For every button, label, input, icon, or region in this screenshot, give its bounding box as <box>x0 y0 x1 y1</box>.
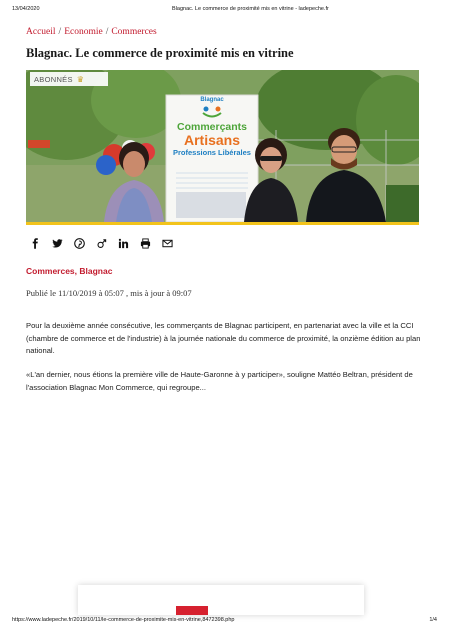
article-category[interactable]: Commerces, Blagnac <box>26 266 113 276</box>
print-title: Blagnac. Le commerce de proximité mis en vitrine - ladepeche.fr <box>172 6 329 12</box>
paywall-box <box>78 585 364 615</box>
article-paragraph: Pour la deuxième année consécutive, les commerçants de Blagnac participent, en partenariat avec la ville et la CCI (chambre de commerce et de l'industrie) à la journée nationale du commerce de proximité, la onzième édition au plan national. <box>26 321 421 355</box>
breadcrumb <box>26 27 157 37</box>
banner-line-2: Artisans <box>183 132 241 148</box>
print-page-number: 1/4 <box>429 617 437 623</box>
article-paragraph: «L'an dernier, nous étions la première ville de Haute-Garonne à y participer», souligne Mattéo Beltran, président de l'association Blagnac Mon Commerce, qui regroupe... <box>26 370 413 392</box>
print-icon[interactable] <box>140 238 151 249</box>
print-url: https://www.ladepeche.fr/2019/10/11/le-commerce-de-proximite-mis-en-vitrine,8472398.php <box>12 617 235 623</box>
breadcrumb-separator: / <box>105 27 109 37</box>
breadcrumb-home-link[interactable]: Accueil <box>26 27 56 37</box>
hero-photo[interactable] <box>26 70 419 222</box>
print-header <box>12 6 447 16</box>
share-bar <box>30 238 173 249</box>
hero-underline <box>26 222 419 225</box>
pinterest-icon[interactable] <box>74 238 85 249</box>
paywall-red-block <box>176 606 208 615</box>
breadcrumb-economie-link[interactable]: Economie <box>64 27 103 37</box>
banner-brand: Blagnac <box>200 97 224 103</box>
email-icon[interactable] <box>162 238 173 249</box>
print-date: 13/04/2020 <box>12 6 40 12</box>
smile-icon <box>166 103 258 121</box>
facebook-icon[interactable] <box>30 238 41 249</box>
article-title: Blagnac. Le commerce de proximité mis en vitrine <box>26 46 294 60</box>
gender-icon[interactable] <box>96 238 107 249</box>
breadcrumb-commerces-link[interactable]: Commerces <box>111 27 157 37</box>
subscribers-badge <box>30 72 108 86</box>
hero-banner <box>166 97 258 158</box>
print-footer <box>12 617 447 627</box>
twitter-icon[interactable] <box>52 238 63 249</box>
breadcrumb-separator: / <box>58 27 62 37</box>
banner-line-3: Professions Libérales <box>173 148 251 157</box>
linkedin-icon[interactable] <box>118 238 129 249</box>
subscribers-badge-label: ABONNÉS <box>34 74 73 84</box>
banner-line-1: Commerçants <box>176 121 248 133</box>
published-date: Publié le 11/10/2019 à 05:07 , mis à jour à 09:07 <box>26 288 192 298</box>
crown-icon: ♛ <box>76 74 85 84</box>
